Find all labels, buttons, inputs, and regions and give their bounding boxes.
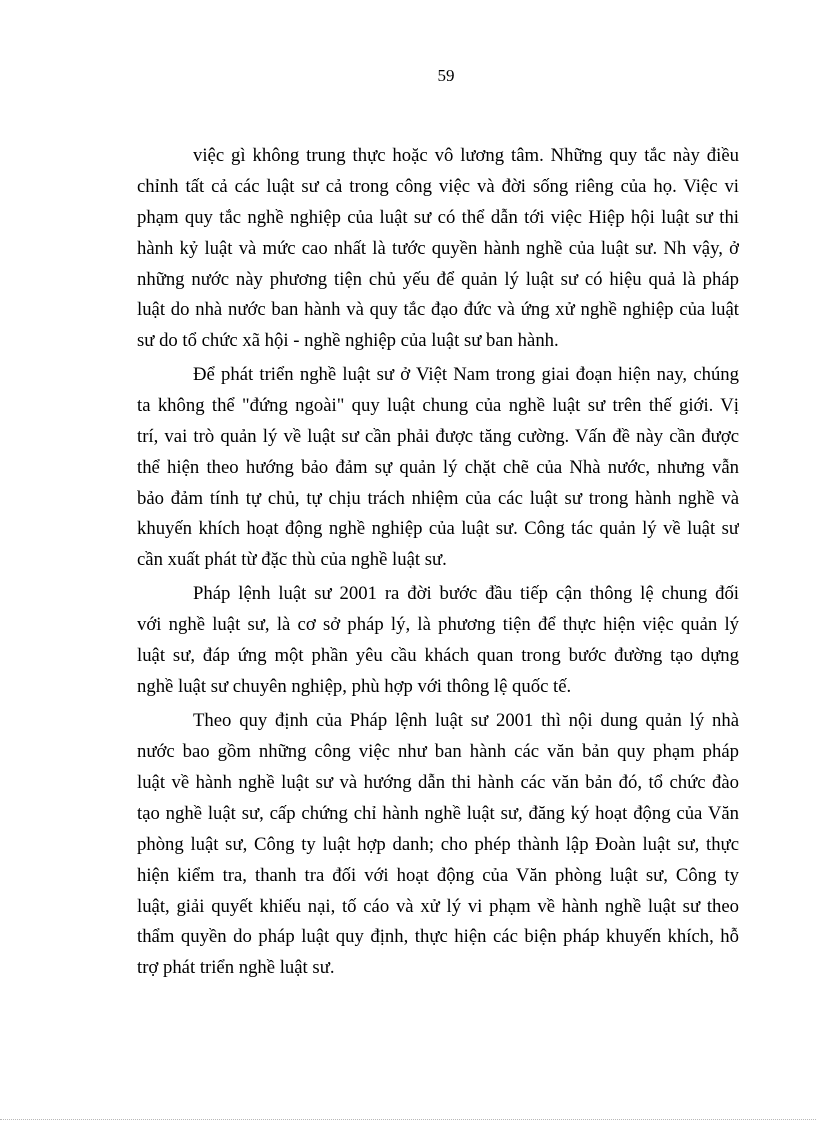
text-line: bảo đảm tính tự chủ, tự chịu trách nhiệm của các luật sư trong hành nghề và (137, 488, 739, 509)
text-line: Theo quy định của Pháp lệnh luật sư 2001 thì nội dung quản lý nhà (193, 710, 739, 731)
text-line: luật, giải quyết khiếu nại, tố cáo và xử lý vi phạm về hành nghề luật sư theo (137, 896, 739, 917)
text-line: ta không thể "đứng ngoài" quy luật chung của nghề luật sư trên thế giới. Vị (137, 395, 739, 416)
text-line: luật do nhà nước ban hành và quy tắc đạo đức và ứng xử nghề nghiệp của luật (137, 299, 739, 320)
text-line: hiện kiểm tra, thanh tra đối với hoạt động của Văn phòng luật sư, Công ty (137, 865, 739, 886)
text-line: tạo nghề luật sư, cấp chứng chỉ hành nghề luật sư, đăng ký hoạt động của Văn (137, 803, 739, 824)
text-line: thể hiện theo hướng bảo đảm sự quản lý chặt chẽ của Nhà nước, nhưng vẫn (137, 457, 739, 478)
text-line: sư do tổ chức xã hội - nghề nghiệp của luật sư ban hành. (137, 330, 559, 351)
text-line: những nước này phương tiện chủ yếu để quản lý luật sư có hiệu quả là pháp (137, 269, 739, 290)
text-line: trợ phát triển nghề luật sư. (137, 957, 335, 978)
page-number: 59 (437, 66, 455, 85)
text-line: trí, vai trò quản lý về luật sư cần phải được tăng cường. Vấn đề này cần được (137, 426, 739, 447)
text-line: luật sư, đáp ứng một phần yêu cầu khách quan trong bước đường tạo dựng (137, 645, 739, 666)
page-bottom-border (0, 1119, 816, 1120)
text-line: chỉnh tất cả các luật sư cả trong công việc và đời sống riêng của họ. Việc vi (137, 176, 739, 197)
text-line: phạm quy tắc nghề nghiệp của luật sư có thể dẫn tới việc Hiệp hội luật sư thi (137, 207, 739, 228)
text-line: việc gì không trung thực hoặc vô lương tâm. Những quy tắc này điều (193, 145, 739, 166)
text-line: cần xuất phát từ đặc thù của nghề luật sư. (137, 549, 447, 570)
text-line: nghề luật sư chuyên nghiệp, phù hợp với thông lệ quốc tế. (137, 676, 572, 697)
text-line: với nghề luật sư, là cơ sở pháp lý, là phương tiện để thực hiện việc quản lý (137, 614, 739, 635)
text-line: khuyến khích hoạt động nghề nghiệp của luật sư. Công tác quản lý về luật sư (137, 518, 739, 539)
text-line: nước bao gồm những công việc như ban hành các văn bản quy phạm pháp (137, 741, 739, 762)
text-line: hành kỷ luật và mức cao nhất là tước quyền hành nghề của luật sư. Nh vậy, ở (137, 238, 739, 259)
text-line: phòng luật sư, Công ty luật hợp danh; cho phép thành lập Đoàn luật sư, thực (137, 834, 739, 855)
text-line: Pháp lệnh luật sư 2001 ra đời bước đầu tiếp cận thông lệ chung đối (193, 583, 739, 604)
text-line: Để phát triển nghề luật sư ở Việt Nam trong giai đoạn hiện nay, chúng (193, 364, 739, 385)
text-line: luật về hành nghề luật sư và hướng dẫn thi hành các văn bản đó, tổ chức đào (137, 772, 739, 793)
text-line: thẩm quyền do pháp luật quy định, thực hiện các biện pháp khuyến khích, hỗ (137, 926, 739, 947)
